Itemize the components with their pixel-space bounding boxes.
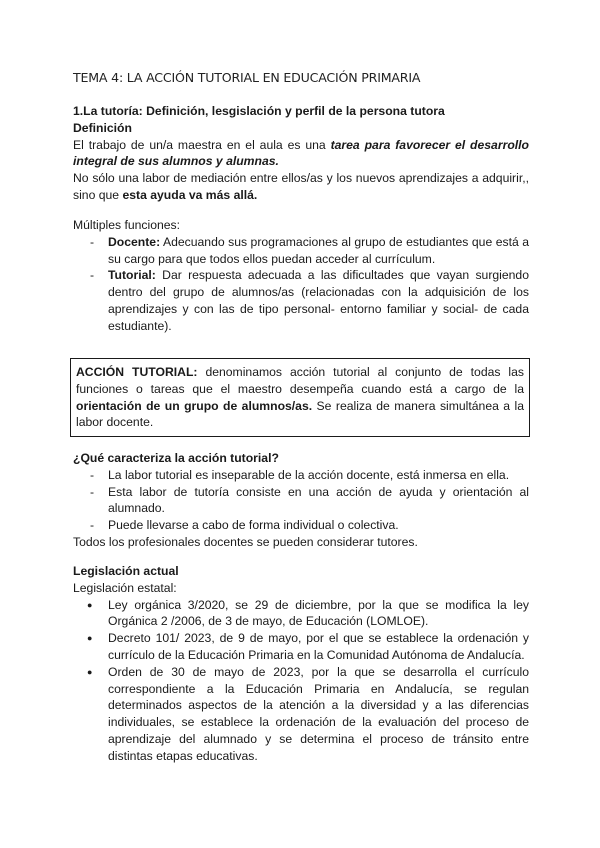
- functions-intro: Múltiples funciones:: [73, 218, 181, 232]
- list-item: ● Ley orgánica 3/2020, se 29 de diciembre, por la que se modifica la ley Orgánica 2 /2006, de 3 de mayo, de Educación (LOMLOE).: [73, 597, 529, 631]
- characteristics-heading: ¿Qué caracteriza la acción tutorial?: [73, 451, 279, 465]
- definition-paragraph: [73, 137, 529, 171]
- definition-text: El trabajo de un/a maestra en el aula es una: [73, 137, 331, 152]
- function-label: Tutorial:: [108, 268, 156, 283]
- section-characteristics: [73, 450, 529, 551]
- page-title: TEMA 4: LA ACCIÓN TUTORIAL EN EDUCACIÓN PRIMARIA: [73, 70, 421, 85]
- functions-list: [73, 234, 529, 335]
- function-text: Dar respuesta adecuada a las dificultades que vayan surgiendo dentro del grupo de alumnos/as (relacionadas con la adquisición de los aprendizajes y con las de tipo personal- entorno familiar y social- de cada estudiante).: [108, 268, 529, 333]
- legislation-heading: Legislación actual: [73, 564, 179, 578]
- list-item: [73, 267, 529, 334]
- function-label: Docente:: [108, 234, 161, 249]
- section-heading: 1.La tutoría: Definición, lesgislación y perfil de la persona tutora: [73, 104, 445, 118]
- list-item: - Esta labor de tutoría consiste en una acción de ayuda y orientación al alumnado.: [73, 484, 529, 518]
- section-definition: [73, 103, 529, 204]
- section-functions: [73, 217, 529, 335]
- mediation-bold: esta ayuda va más allá.: [122, 187, 258, 202]
- characteristics-closing: Todos los profesionales docentes se pueden considerar tutores.: [73, 534, 418, 549]
- box-text-end: Se realiza de manera simultánea a la labor docente.: [76, 398, 525, 430]
- characteristics-list: [73, 467, 529, 534]
- list-item: - Puede llevarse a cabo de forma individual o colectiva.: [73, 517, 529, 534]
- list-item: ● Decreto 101/ 2023, de 9 de mayo, por el que se establece la ordenación y currículo de la Educación Primaria en la Comunidad Autónoma de Andalucía.: [73, 630, 529, 664]
- subheading-definicion: Definición: [73, 120, 132, 135]
- legislation-list: [73, 597, 529, 765]
- definition-box: [70, 358, 530, 437]
- section-legislation: [73, 563, 529, 765]
- function-text: Adecuando sus programaciones al grupo de estudiantes que está a su cargo para que todos ellos puedan acceder al currículum.: [108, 234, 529, 266]
- mediation-paragraph: [73, 170, 529, 204]
- legislation-subheading: Legislación estatal:: [73, 580, 177, 595]
- mediation-text: No sólo una labor de mediación entre ellos/as y los nuevos aprendizajes a adquirir,, sino que: [73, 171, 529, 202]
- box-label: ACCIÓN TUTORIAL:: [76, 365, 198, 379]
- definition-emphasis: tarea para favorecer el desarrollo integral de sus alumnos y alumnas.: [73, 137, 529, 169]
- list-item: ● Orden de 30 de mayo de 2023, por la que se desarrolla el currículo correspondiente a la Educación Primaria en Andalucía, se regulan determinados aspectos de la atención a la diversidad y a las diferencias individuales, se establece la ordenación de la evaluación del proceso de aprendizaje del alumnado y se determina el proceso de tránsito entre distintas etapas educativas.: [73, 664, 529, 765]
- box-bold: orientación de un grupo de alumnos/as.: [76, 398, 313, 413]
- list-item: - La labor tutorial es inseparable de la acción docente, está inmersa en ella.: [73, 467, 529, 484]
- box-text: denominamos acción tutorial al conjunto de todas las funciones o tareas que el maestro desempeña cuando está a cargo de la: [76, 365, 525, 396]
- list-item: [73, 234, 529, 268]
